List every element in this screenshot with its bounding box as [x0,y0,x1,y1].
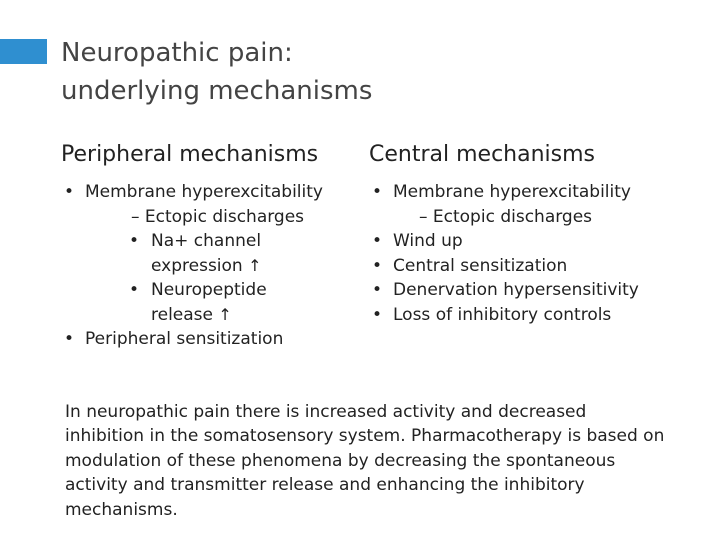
bullet-icon: • [64,182,75,202]
title-line-2: underlying mechanisms [61,76,373,106]
bullet-icon: • [372,182,383,202]
central-list [369,180,714,327]
list-item [61,278,361,327]
list-item [61,327,361,352]
peripheral-item-membrane: Membrane hyperexcitability [85,182,323,202]
title-accent-bar [0,39,47,64]
bullet-icon: • [372,280,383,300]
bullet-icon: • [129,280,140,300]
peripheral-heading: Peripheral mechanisms [61,142,319,167]
central-item-membrane: Membrane hyperexcitability [393,182,631,202]
title-line-1: Neuropathic pain: [61,38,293,68]
list-item [369,229,714,254]
peripheral-list [61,180,361,352]
summary-paragraph: In neuropathic pain there is increased activity and decreased inhibition in the somatosensory system. Pharmacotherapy is based on modulation of these phenomena by decreasing the spontaneous activity and transmitter release and enhancing the inhibitory mechanisms. [65,402,665,520]
peripheral-item-na-channel: Na+ channel expression [151,231,262,276]
central-heading: Central mechanisms [369,142,595,167]
list-item [369,278,714,303]
list-item [369,254,714,279]
peripheral-item-sensitization: Peripheral sensitization [85,329,284,349]
bullet-icon: • [372,231,383,251]
list-item [61,229,361,278]
up-arrow-icon: ↑ [248,255,262,275]
peripheral-item-neuropeptide: Neuropeptide release [151,280,267,325]
up-arrow-icon: ↑ [218,304,232,324]
bullet-icon: • [372,255,383,276]
list-item [369,303,714,328]
central-item-windup: Wind up [393,231,463,251]
central-item-sensitization: Central sensitization [393,255,568,276]
bullet-icon: • [129,231,140,251]
central-item-denervation: Denervation hypersensitivity [393,280,639,300]
bullet-icon: • [372,304,383,325]
central-item-inhibitory: Loss of inhibitory controls [393,304,612,325]
bullet-icon: • [64,329,75,349]
list-item [369,205,714,230]
list-item [61,205,361,230]
page-title [61,34,372,110]
list-item [61,180,361,205]
peripheral-item-ectopic: – Ectopic discharges [131,206,305,227]
list-item [369,180,714,205]
central-item-ectopic: – Ectopic discharges [419,206,593,227]
